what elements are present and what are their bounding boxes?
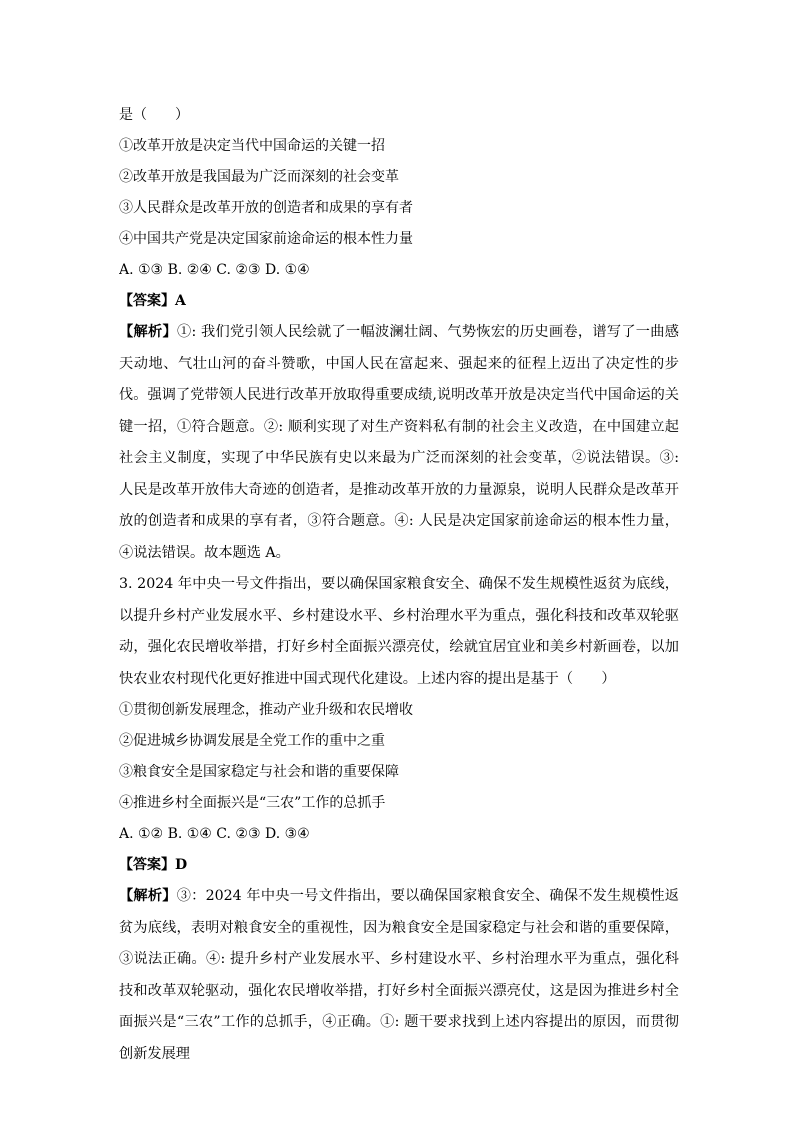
question-2-option-4: ④中国共产党是决定国家前途命运的根本性力量	[119, 231, 413, 247]
question-2-answer	[119, 286, 679, 317]
analysis-label: 【解析】	[119, 324, 177, 340]
question-3-answer	[119, 850, 679, 881]
question-2-option-1: ①改革开放是决定当代中国命运的关键一招	[119, 138, 385, 154]
question-3-analysis	[119, 881, 679, 1070]
question-3-stem: 3. 2024 年中央一号文件指出，要以确保国家粮食安全、确保不发生规模性返贫为底线，以提升乡村产业发展水平、乡村建设水平、乡村治理水平为重点，强化科技和改革双轮驱动，强化农民增收举措，打好乡村全面振兴漂亮仗，绘就宜居宜业和美乡村新画卷，以加快农业农村现代化更好推进中国式现代化建设。上述内容的提出是基于（ ）	[119, 576, 679, 687]
question-2-option-2: ②改革开放是我国最为广泛而深刻的社会变革	[119, 169, 399, 185]
analysis-text: ①: 我们党引领人民绘就了一幅波澜壮阔、气势恢宏的历史画卷，谱写了一曲感天动地、气壮山河的奋斗赞歌，中国人民在富起来、强起来的征程上迈出了决定性的步伐。强调了党带领人民进行改革开放取得重要成绩,说明改革开放是决定当代中国命运的关键一招，①符合题意。②: 顺利实现了对生产资料私有制的社会主义改造，在中国建立起社会主义制度，实现了中华民族有史以来最为广泛而深刻的社会变革，②说法错误。③: 人民是改革开放伟大奇迹的创造者，是推动改革开放的力量源泉，说明人民群众是改革开放的创造者和成果的享有者，③符合题意。④: 人民是决定国家前途命运的根本性力量，④说法错误。故本题选 A。	[119, 324, 679, 561]
question-3-option-1: ①贯彻创新发展理念，推动产业升级和农民增收	[119, 702, 413, 718]
analysis-text: ③：2024 年中央一号文件指出，要以确保国家粮食安全、确保不发生规模性返贫为底线，表明对粮食安全的重视性，因为粮食安全是国家稳定与社会和谐的重要保障，③说法正确。④: 提升乡村产业发展水平、乡村建设水平、乡村治理水平为重点，强化科技和改革双轮驱动，强化农民增收举措，打好乡村全面振兴漂亮仗，这是因为推进乡村全面振兴是“三农”工作的总抓手，④正确。①: 题干要求找到上述内容提出的原因，而贯彻创新发展理	[119, 888, 679, 1062]
question-2-stem-tail: 是（ ）	[119, 107, 189, 123]
question-2-option-3: ③人民群众是改革开放的创造者和成果的享有者	[119, 200, 413, 216]
analysis-label: 【解析】	[119, 888, 177, 904]
answer-label: 【答案】	[119, 857, 175, 873]
document-content	[119, 100, 679, 1070]
question-3-option-3: ③粮食安全是国家稳定与社会和谐的重要保障	[119, 764, 399, 780]
question-3-choices: A. ①② B. ①④ C. ②③ D. ③④	[119, 826, 310, 842]
question-3-option-4: ④推进乡村全面振兴是“三农”工作的总抓手	[119, 795, 386, 811]
question-2-analysis	[119, 317, 679, 569]
answer-value: D	[175, 857, 188, 873]
answer-value: A	[175, 293, 186, 309]
question-2-choices: A. ①③ B. ②④ C. ②③ D. ①④	[119, 262, 310, 278]
question-3-option-2: ②促进城乡协调发展是全党工作的重中之重	[119, 733, 385, 749]
answer-label: 【答案】	[119, 293, 175, 309]
